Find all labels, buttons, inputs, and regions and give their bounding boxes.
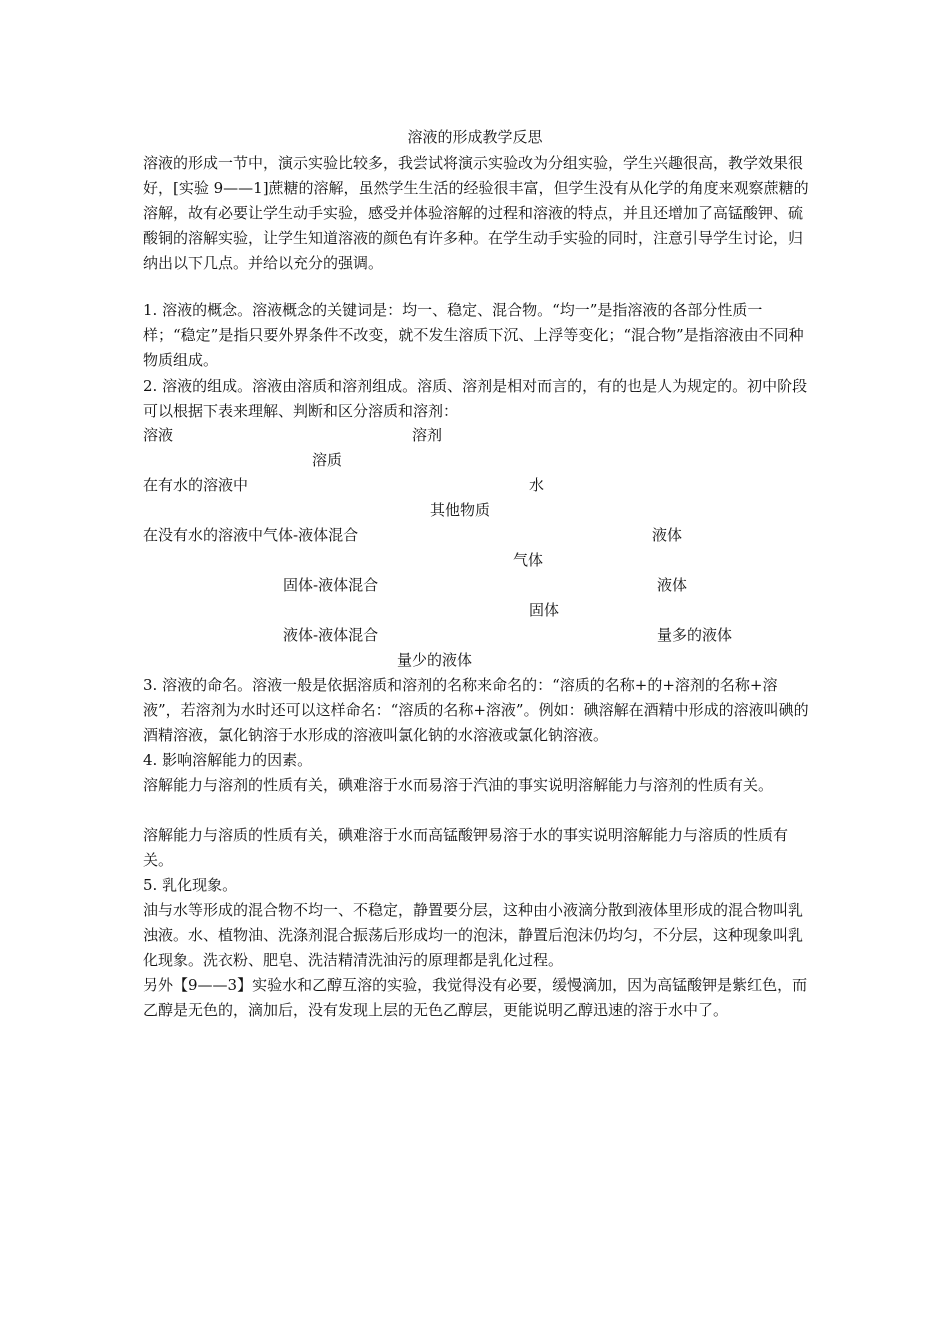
table-header-solute: 溶质	[312, 451, 343, 469]
point-4-title: 4. 影响溶解能力的因素。	[143, 751, 313, 769]
table-row-3-label: 固体-液体混合	[283, 576, 379, 594]
table-row-1-solvent: 水	[529, 476, 545, 494]
table-row-3-solute: 固体	[529, 601, 560, 619]
table-row-4-label: 液体-液体混合	[283, 626, 379, 644]
point-4-solvent-factor: 溶解能力与溶剂的性质有关，碘难溶于水而易溶于汽油的事实说明溶解能力与溶剂的性质有关。	[143, 776, 774, 794]
table-row-2-solvent: 液体	[652, 526, 683, 544]
point-5-emulsion: 油与水等形成的混合物不均一、不稳定，静置要分层，这种由小液滴分散到液体里形成的混合物叫乳浊液。水、植物油、洗涤剂混合振荡后形成均一的泡沫，静置后泡沫仍均匀，不分层，这种现象叫乳化现象。洗衣粉、肥皂、洗洁精清洗油污的原理都是乳化过程。	[143, 901, 804, 969]
table-row-1-solute: 其他物质	[430, 501, 491, 519]
point-2-composition: 2. 溶液的组成。溶液由溶质和溶剂组成。溶质、溶剂是相对而言的，有的也是人为规定的。初中阶段可以根据下表来理解、判断和区分溶质和溶剂：	[143, 377, 808, 420]
table-header-solvent: 溶剂	[412, 426, 443, 444]
table-row-4-solvent: 量多的液体	[657, 626, 733, 644]
document-title: 溶液的形成教学反思	[407, 128, 543, 146]
table-row-2-label: 在没有水的溶液中气体-液体混合	[143, 526, 359, 544]
point-1-concept: 1. 溶液的概念。溶液概念的关键词是：均一、稳定、混合物。“均一”是指溶液的各部分性质一样；“稳定”是指只要外界条件不改变，就不发生溶质下沉、上浮等变化；“混合物”是指溶液由不同种物质组成。	[143, 301, 804, 369]
intro-paragraph: 溶液的形成一节中，演示实验比较多，我尝试将演示实验改为分组实验，学生兴趣很高，教学效果很好，[实验 9——1]蔗糖的溶解，虽然学生生活的经验很丰富，但学生没有从化学的角度来观察蔗糖的溶解，故有必要让学生动手实验，感受并体验溶解的过程和溶液的特点，并且还增加了高锰酸钾、硫酸铜的溶解实验，让学生知道溶液的颜色有许多种。在学生动手实验的同时，注意引导学生讨论，归纳出以下几点。并给以充分的强调。	[143, 154, 809, 272]
closing-paragraph: 另外【9——3】实验水和乙醇互溶的实验，我觉得没有必要，缓慢滴加，因为高锰酸钾是紫红色，而乙醇是无色的，滴加后，没有发现上层的无色乙醇层，更能说明乙醇迅速的溶于水中了。	[143, 976, 808, 1019]
table-header-solution: 溶液	[143, 426, 174, 444]
point-4-solute-factor: 溶解能力与溶质的性质有关，碘难溶于水而高锰酸钾易溶于水的事实说明溶解能力与溶质的性质有关。	[143, 826, 789, 869]
table-row-2-solute: 气体	[513, 551, 544, 569]
table-row-3-solvent: 液体	[657, 576, 688, 594]
point-5-title: 5. 乳化现象。	[143, 876, 238, 894]
table-row-4-solute: 量少的液体	[397, 651, 473, 669]
table-row-1-label: 在有水的溶液中	[143, 476, 249, 494]
point-3-naming: 3. 溶液的命名。溶液一般是依据溶质和溶剂的名称来命名的：“溶质的名称+的+溶剂的名称+溶液”，若溶剂为水时还可以这样命名：“溶质的名称+溶液”。例如：碘溶解在酒精中形成的溶液叫碘的酒精溶液，氯化钠溶于水形成的溶液叫氯化钠的水溶液或氯化钠溶液。	[143, 676, 809, 744]
